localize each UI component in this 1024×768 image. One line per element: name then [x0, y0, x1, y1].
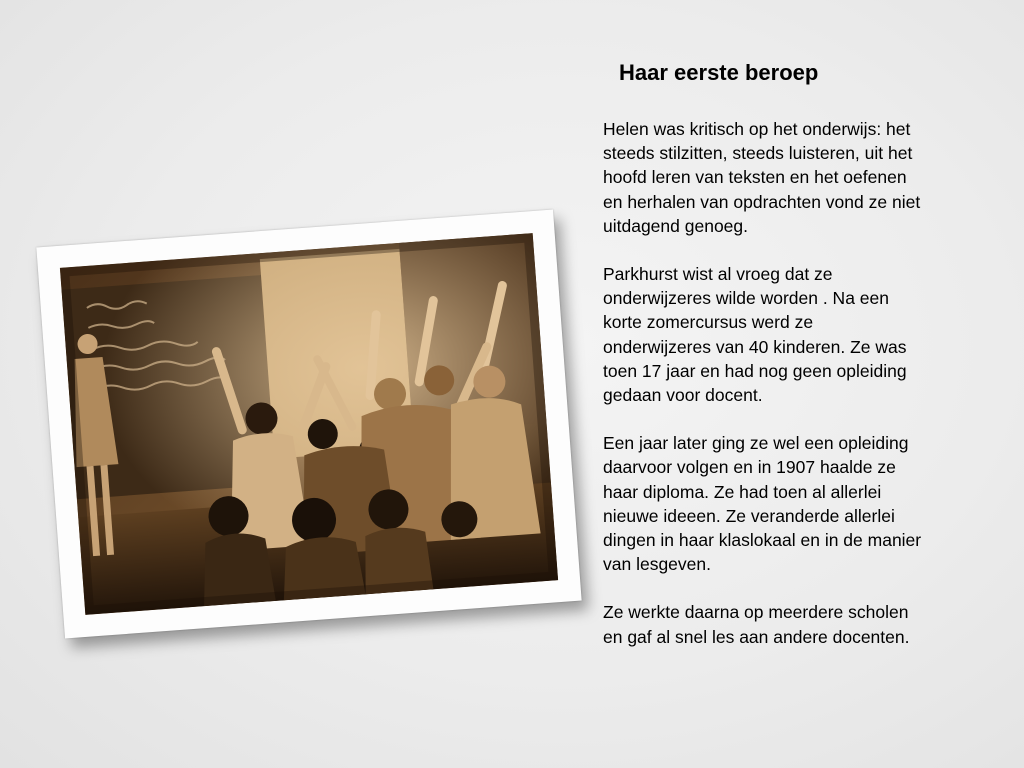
body-text: [603, 117, 923, 673]
paragraph-2: Parkhurst wist al vroeg dat ze onderwijzeres wilde worden . Na een korte zomercursus werd ze onderwijzeres van 40 kinderen. Ze was toen 17 jaar en had nog geen opleiding gedaan voor docent.: [603, 264, 907, 406]
slide-title: Haar eerste beroep: [619, 60, 819, 85]
classroom-photo-illustration: [60, 233, 558, 615]
classroom-photo: [60, 233, 558, 615]
paragraph-3: Een jaar later ging ze wel een opleiding daarvoor volgen en in 1907 haalde ze haar diploma. Ze had toen al allerlei nieuwe ideeen. Ze veranderde allerlei dingen in haar klaslokaal en in de manier van lesgeven.: [603, 433, 922, 575]
paragraph-4: Ze werkte daarna op meerdere scholen en gaf al snel les aan andere docenten.: [603, 602, 910, 647]
photo-card: [36, 210, 581, 639]
paragraph-1: Helen was kritisch op het onderwijs: het steeds stilzitten, steeds luisteren, uit het hoofd leren van teksten en het oefenen en herhalen van opdrachten vond ze niet uitdagend genoeg.: [603, 119, 921, 236]
